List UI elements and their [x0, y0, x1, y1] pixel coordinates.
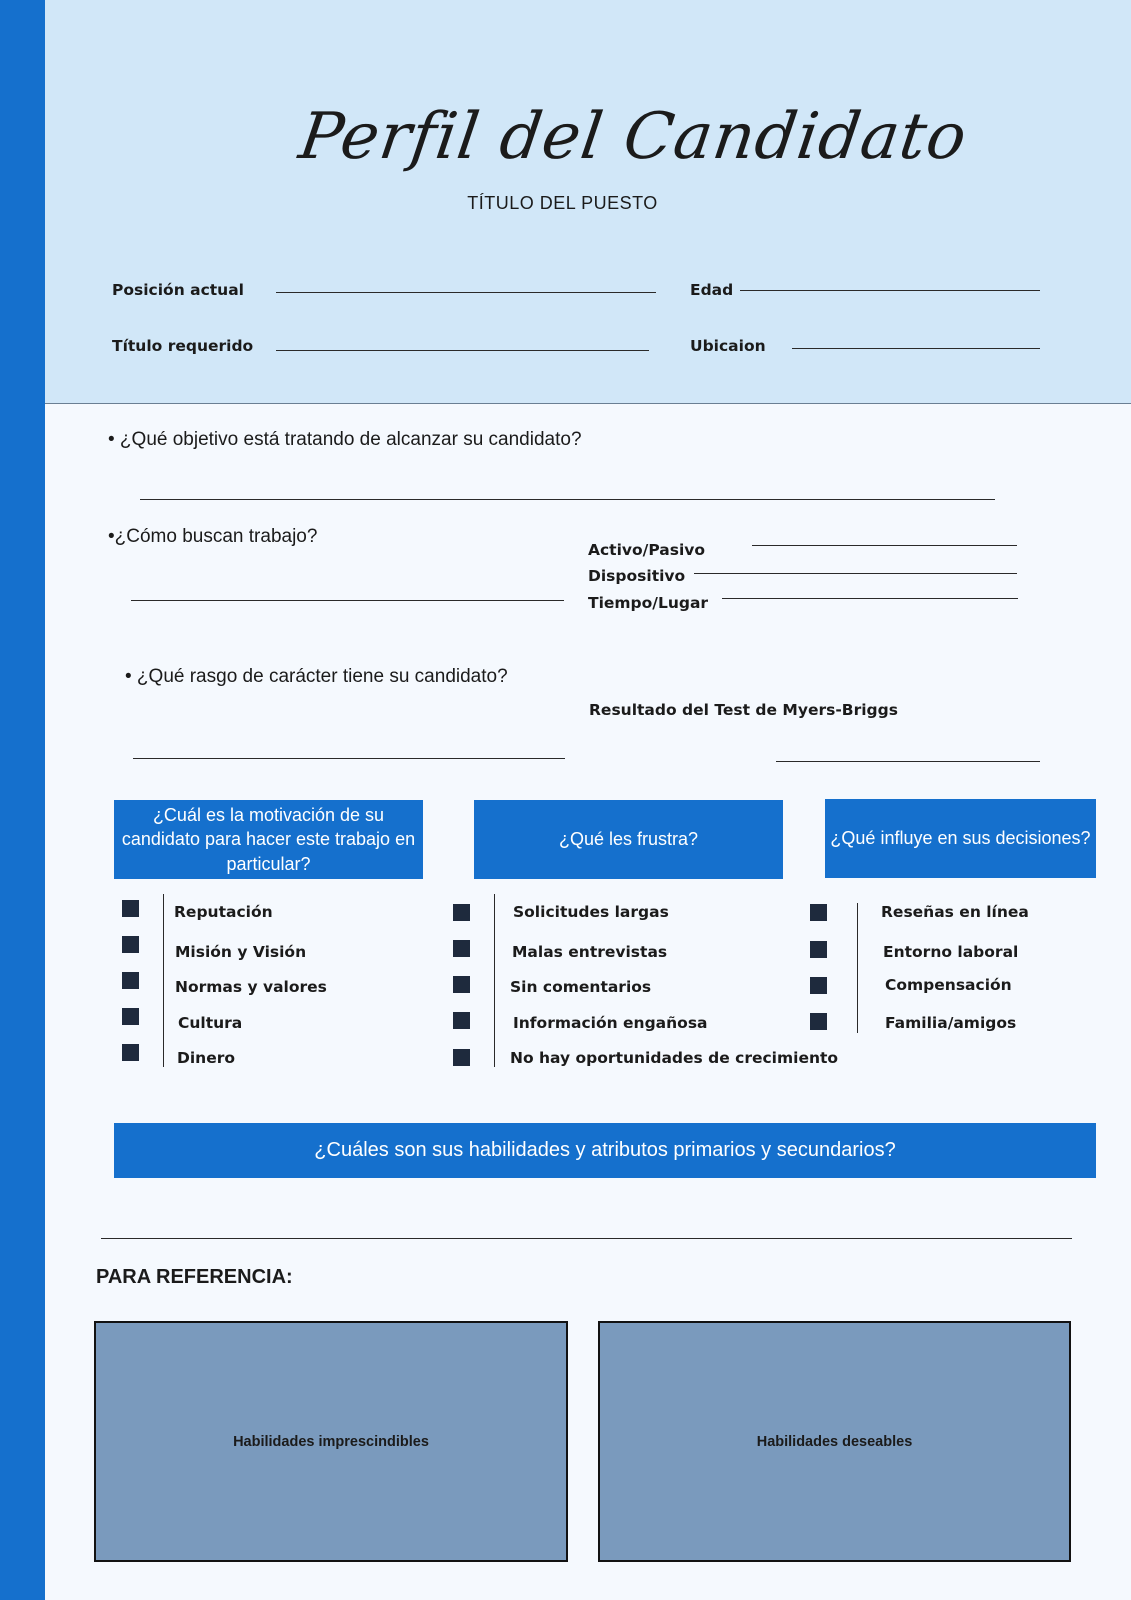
character-question: • ¿Qué rasgo de carácter tiene su candidato? — [125, 666, 508, 687]
job-search-answer-line[interactable] — [131, 600, 564, 601]
frustration-checkbox[interactable] — [453, 1012, 470, 1029]
objective-question: • ¿Qué objetivo está tratando de alcanzar su candidato? — [108, 429, 582, 450]
motivation-item: Misión y Visión — [175, 943, 307, 961]
motivation-item: Dinero — [177, 1049, 236, 1067]
influence-checkbox[interactable] — [810, 1013, 827, 1030]
motivation-checkbox[interactable] — [122, 972, 139, 989]
frustration-item: Malas entrevistas — [512, 943, 668, 961]
current-position-label: Posición actual — [112, 281, 244, 299]
frustration-item: No hay oportunidades de crecimiento — [510, 1049, 839, 1067]
age-line[interactable] — [740, 290, 1040, 291]
job-title-subtitle: TÍTULO DEL PUESTO — [467, 193, 658, 213]
motivation-item: Reputación — [174, 903, 273, 921]
current-position-line[interactable] — [276, 292, 656, 293]
reference-title: PARA REFERENCIA: — [96, 1266, 293, 1288]
myers-briggs-label: Resultado del Test de Myers-Briggs — [589, 701, 898, 719]
influence-item: Familia/amigos — [885, 1014, 1017, 1032]
column-divider — [494, 894, 495, 1067]
frustration-checkbox[interactable] — [453, 976, 470, 993]
motivation-heading-box — [114, 800, 423, 879]
frustration-heading-box — [474, 800, 783, 879]
influence-checkbox[interactable] — [810, 904, 827, 921]
frustration-item: Sin comentarios — [510, 978, 652, 996]
frustration-item: Información engañosa — [513, 1014, 708, 1032]
motivation-checkbox[interactable] — [122, 936, 139, 953]
influence-heading: ¿Qué influye en sus decisiones? — [830, 828, 1091, 849]
time-place-label: Tiempo/Lugar — [588, 594, 709, 612]
influence-item: Reseñas en línea — [881, 903, 1029, 921]
motivation-item: Cultura — [178, 1014, 243, 1032]
frustration-checkbox[interactable] — [453, 1049, 470, 1066]
frustration-checkbox[interactable] — [453, 904, 470, 921]
skills-banner — [114, 1123, 1096, 1178]
column-divider — [857, 903, 858, 1033]
device-line[interactable] — [694, 573, 1017, 574]
required-title-line[interactable] — [276, 350, 649, 351]
influence-checkbox[interactable] — [810, 977, 827, 994]
page-title: Perfil del Candidato — [294, 100, 972, 174]
frustration-checkbox[interactable] — [453, 940, 470, 957]
motivation-checkbox[interactable] — [122, 1044, 139, 1061]
influence-item: Entorno laboral — [883, 943, 1019, 961]
influence-checkbox[interactable] — [810, 941, 827, 958]
motivation-checkbox[interactable] — [122, 900, 139, 917]
skills-answer-line[interactable] — [101, 1238, 1072, 1239]
nice-to-have-skills-box[interactable] — [598, 1321, 1071, 1562]
myers-briggs-line[interactable] — [776, 761, 1040, 762]
frustration-heading: ¿Qué les frustra? — [558, 829, 699, 850]
motivation-checkbox[interactable] — [122, 1008, 139, 1025]
location-label: Ubicaion — [690, 337, 766, 355]
skills-banner-text: ¿Cuáles son sus habilidades y atributos primarios y secundarios? — [314, 1139, 896, 1161]
must-have-skills-label: Habilidades imprescindibles — [233, 1433, 429, 1450]
frustration-item: Solicitudes largas — [513, 903, 669, 921]
sidebar-accent-bar — [0, 0, 45, 1600]
character-answer-line[interactable] — [133, 758, 565, 759]
nice-to-have-skills-label: Habilidades deseables — [756, 1433, 913, 1450]
age-label: Edad — [690, 281, 734, 299]
active-passive-label: Activo/Pasivo — [588, 541, 706, 559]
influence-heading-box — [825, 799, 1096, 878]
column-divider — [163, 894, 164, 1067]
active-passive-line[interactable] — [752, 545, 1017, 546]
must-have-skills-box[interactable] — [94, 1321, 568, 1562]
job-search-question: •¿Cómo buscan trabajo? — [108, 526, 318, 547]
objective-answer-line[interactable] — [140, 499, 995, 500]
required-title-label: Título requerido — [112, 337, 254, 355]
device-label: Dispositivo — [588, 567, 686, 585]
influence-item: Compensación — [885, 976, 1012, 994]
time-place-line[interactable] — [722, 598, 1018, 599]
location-line[interactable] — [792, 348, 1040, 349]
motivation-heading: ¿Cuál es la motivación de su candidato para hacer este trabajo en particular? — [121, 805, 416, 874]
motivation-item: Normas y valores — [175, 978, 327, 996]
